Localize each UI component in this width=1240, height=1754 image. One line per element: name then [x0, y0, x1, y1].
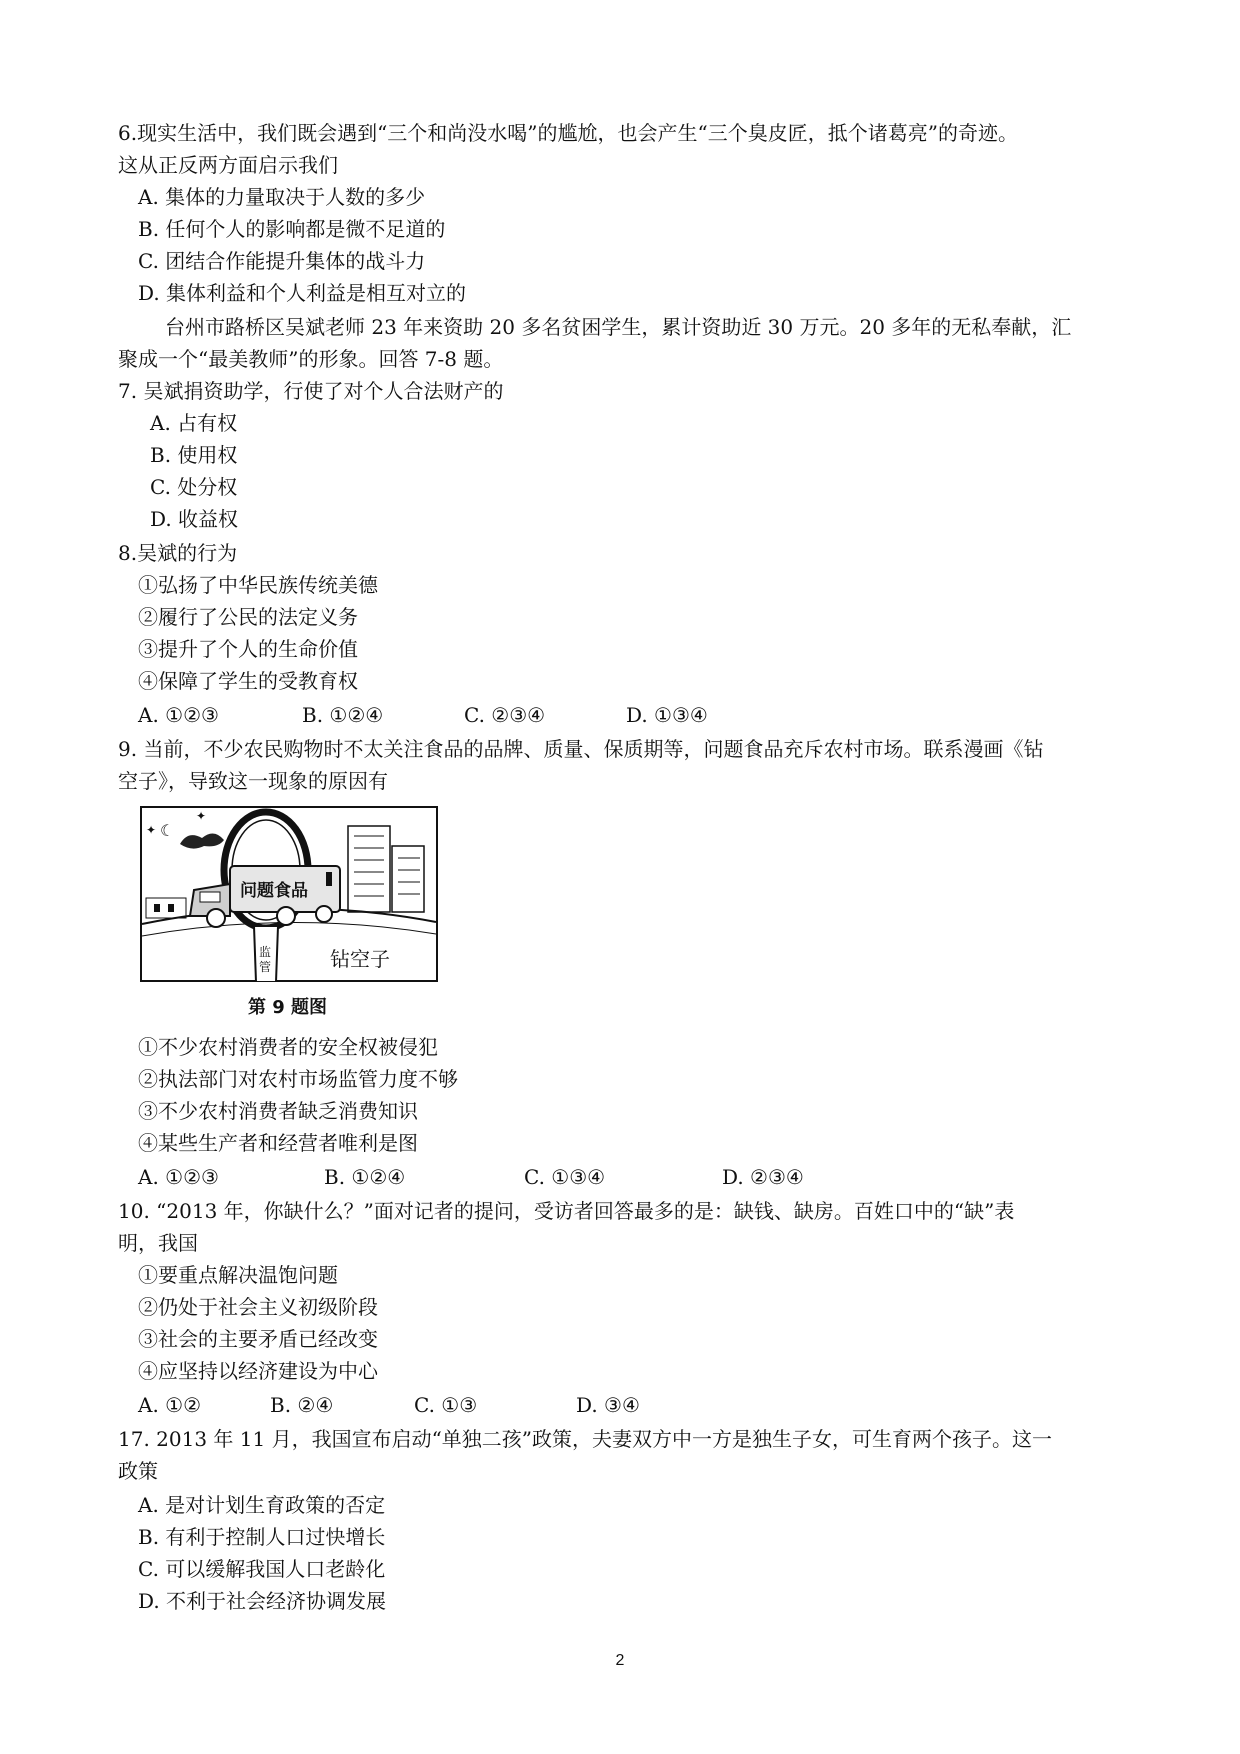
q7-option-b: B. 使用权 — [150, 443, 238, 467]
q17-option-b: B. 有利于控制人口过快增长 — [138, 1525, 386, 1549]
q8-choice-b: B. ①②④ — [302, 703, 384, 727]
q6-stem-line-1: 6.现实生活中，我们既会遇到“三个和尚没水喝”的尴尬，也会产生“三个臭皮匠，抵个诸葛亮”的奇迹。 — [118, 121, 1018, 145]
q6-option-c: C. 团结合作能提升集体的战斗力 — [138, 249, 426, 273]
q7-option-a: A. 占有权 — [150, 411, 238, 435]
q8-item-3: ③提升了个人的生命价值 — [138, 637, 358, 661]
q7-option-c: C. 处分权 — [150, 475, 238, 499]
q8-stem: 8.吴斌的行为 — [118, 541, 238, 565]
q9-choice-a: A. ①②③ — [138, 1165, 219, 1189]
q9-cartoon-handle-label-1: 监 — [259, 945, 272, 959]
q17-stem-line-2: 政策 — [118, 1459, 158, 1483]
q10-choices-row — [138, 1392, 898, 1418]
q10-item-2: ②仍处于社会主义初级阶段 — [138, 1295, 378, 1319]
q6-option-a: A. 集体的力量取决于人数的多少 — [138, 185, 426, 209]
intro-7-8-line-2: 聚成一个“最美教师”的形象。回答 7-8 题。 — [118, 347, 504, 371]
q8-item-2: ②履行了公民的法定义务 — [138, 605, 358, 629]
q8-item-4: ④保障了学生的受教育权 — [138, 669, 358, 693]
q7-option-d: D. 收益权 — [150, 507, 239, 531]
q7-stem: 7. 吴斌捐资助学，行使了对个人合法财产的 — [118, 379, 504, 403]
q10-choice-a: A. ①② — [138, 1393, 202, 1417]
q10-choice-b: B. ②④ — [270, 1393, 334, 1417]
q17-stem-line-1: 17. 2013 年 11 月，我国宣布启动“单独二孩”政策，夫妻双方中一方是独生子女，可生育两个孩子。这一 — [118, 1427, 1053, 1451]
q9-item-3: ③不少农村消费者缺乏消费知识 — [138, 1099, 418, 1123]
q8-item-1: ①弘扬了中华民族传统美德 — [138, 573, 378, 597]
q9-item-4: ④某些生产者和经营者唯利是图 — [138, 1131, 418, 1155]
q9-item-1: ①不少农村消费者的安全权被侵犯 — [138, 1035, 438, 1059]
q6-option-b: B. 任何个人的影响都是微不足道的 — [138, 217, 446, 241]
q10-stem-line-2: 明，我国 — [118, 1231, 198, 1255]
q9-cartoon-title: 钻空子 — [330, 947, 390, 971]
q17-option-d: D. 不利于社会经济协调发展 — [138, 1589, 387, 1613]
svg-text:✦: ✦ — [146, 823, 157, 837]
q8-choice-d: D. ①③④ — [626, 703, 708, 727]
q10-item-1: ①要重点解决温饱问题 — [138, 1263, 338, 1287]
page-number: 2 — [615, 1652, 625, 1669]
q9-cartoon-handle-label-2: 管 — [259, 960, 272, 974]
intro-7-8-line-1: 台州市路桥区吴斌老师 23 年来资助 20 多名贫困学生，累计资助近 30 万元。20 多年的无私奉献，汇 — [165, 315, 1072, 339]
q6-option-d: D. 集体利益和个人利益是相互对立的 — [138, 281, 467, 305]
q8-choice-a: A. ①②③ — [138, 703, 219, 727]
q9-choice-d: D. ②③④ — [722, 1165, 804, 1189]
q9-cartoon — [140, 806, 438, 982]
q10-item-4: ④应坚持以经济建设为中心 — [138, 1359, 378, 1383]
q6-stem-line-2: 这从正反两方面启示我们 — [118, 153, 338, 177]
q10-stem-line-1: 10. “2013 年，你缺什么？”面对记者的提问，受访者回答最多的是：缺钱、缺房。百姓口中的“缺”表 — [118, 1199, 1015, 1223]
q9-choice-c: C. ①③④ — [524, 1165, 606, 1189]
svg-text:☾: ☾ — [160, 821, 175, 840]
q10-choice-d: D. ③④ — [576, 1393, 640, 1417]
q9-cartoon-truck-label: 问题食品 — [240, 881, 308, 901]
q9-figure-caption: 第 9 题图 — [248, 997, 328, 1018]
q17-option-c: C. 可以缓解我国人口老龄化 — [138, 1557, 386, 1581]
q9-stem-line-1: 9. 当前，不少农民购物时不太关注食品的品牌、质量、保质期等，问题食品充斥农村市场。联系漫画《钻 — [118, 737, 1044, 761]
q8-choice-c: C. ②③④ — [464, 703, 546, 727]
q10-item-3: ③社会的主要矛盾已经改变 — [138, 1327, 378, 1351]
svg-text:✦: ✦ — [196, 809, 207, 823]
q9-item-2: ②执法部门对农村市场监管力度不够 — [138, 1067, 458, 1091]
q9-choices-row — [138, 1164, 898, 1190]
q9-choice-b: B. ①②④ — [324, 1165, 406, 1189]
q8-choices-row — [138, 702, 898, 728]
q17-option-a: A. 是对计划生育政策的否定 — [138, 1493, 386, 1517]
q10-choice-c: C. ①③ — [414, 1393, 478, 1417]
q9-stem-line-2: 空子》，导致这一现象的原因有 — [118, 769, 388, 793]
